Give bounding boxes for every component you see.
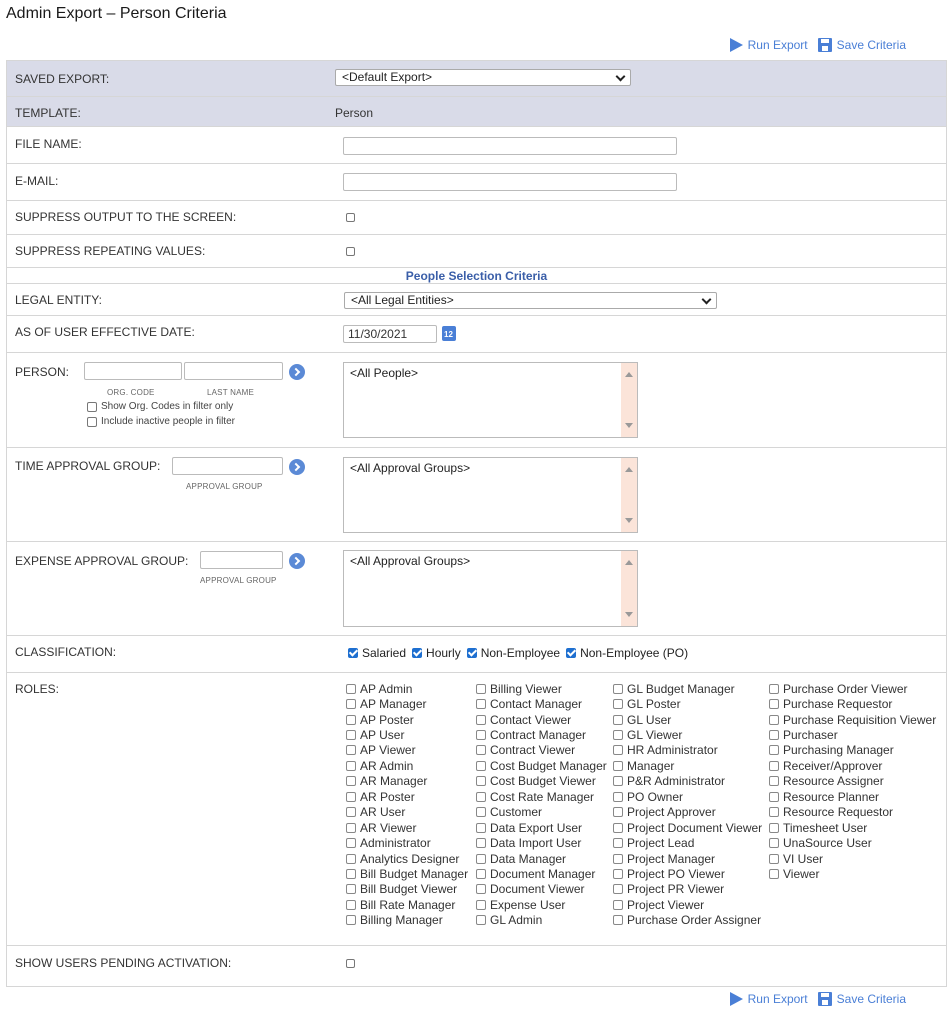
- role-option[interactable]: [346, 805, 468, 820]
- role-label: Bill Budget Manager: [360, 866, 469, 881]
- time-approval-input[interactable]: [172, 457, 283, 475]
- file-name-row: [7, 127, 946, 164]
- role-option[interactable]: [613, 681, 762, 696]
- role-option[interactable]: [346, 913, 468, 928]
- role-option[interactable]: [346, 851, 468, 866]
- role-checkbox[interactable]: [769, 745, 779, 755]
- role-option[interactable]: [613, 820, 762, 835]
- scroll-up-icon[interactable]: [625, 467, 633, 472]
- effective-date-label: AS OF USER EFFECTIVE DATE:: [15, 325, 195, 339]
- role-option[interactable]: [476, 897, 607, 912]
- effective-date-input[interactable]: 11/30/2021: [343, 325, 437, 343]
- role-checkbox[interactable]: [613, 915, 623, 925]
- role-checkbox[interactable]: [769, 807, 779, 817]
- role-option[interactable]: [476, 681, 607, 696]
- role-option[interactable]: [769, 696, 936, 711]
- role-label: Timesheet User: [783, 820, 868, 835]
- show-org-codes-label: Show Org. Codes in filter only: [101, 401, 234, 412]
- role-checkbox[interactable]: [769, 776, 779, 786]
- role-label: AP User: [360, 728, 405, 743]
- role-checkbox[interactable]: [769, 792, 779, 802]
- role-option[interactable]: [476, 789, 607, 804]
- role-option[interactable]: [613, 696, 762, 711]
- role-label: Project PO Viewer: [627, 866, 725, 881]
- person-row: [7, 353, 946, 448]
- saved-export-label: SAVED EXPORT:: [15, 72, 110, 86]
- email-input[interactable]: [343, 173, 677, 191]
- role-checkbox[interactable]: [769, 854, 779, 864]
- role-label: Bill Rate Manager: [360, 897, 456, 912]
- role-option[interactable]: [476, 727, 607, 742]
- role-label: Project Lead: [627, 836, 695, 851]
- role-label: AP Poster: [360, 712, 414, 727]
- person-label: PERSON:: [15, 365, 70, 379]
- role-option[interactable]: [346, 789, 468, 804]
- role-checkbox[interactable]: [346, 761, 356, 771]
- run-export-label: Run Export: [747, 992, 808, 1006]
- person-list-item[interactable]: <All People>: [350, 366, 419, 380]
- role-checkbox[interactable]: [613, 807, 623, 817]
- role-option[interactable]: [769, 681, 936, 696]
- show-org-codes-option[interactable]: [87, 401, 233, 412]
- org-code-caption: ORG. CODE: [107, 388, 155, 397]
- role-option[interactable]: [769, 866, 936, 881]
- time-approval-label: TIME APPROVAL GROUP:: [15, 459, 161, 473]
- role-checkbox[interactable]: [346, 854, 356, 864]
- role-option[interactable]: [613, 727, 762, 742]
- role-label: Cost Rate Manager: [490, 789, 595, 804]
- role-label: Purchase Requestor: [783, 697, 893, 712]
- role-option[interactable]: [346, 774, 468, 789]
- expense-approval-row: [7, 542, 946, 636]
- bottom-actions: [730, 991, 906, 1007]
- roles-column: [346, 681, 468, 928]
- email-label: E-MAIL:: [15, 174, 59, 188]
- role-label: AR Viewer: [360, 820, 417, 835]
- role-checkbox[interactable]: [346, 869, 356, 879]
- role-label: GL Poster: [627, 697, 681, 712]
- suppress-repeating-row: [7, 235, 946, 268]
- role-option[interactable]: [769, 727, 936, 742]
- role-option[interactable]: [476, 696, 607, 711]
- role-label: Data Export User: [490, 820, 583, 835]
- role-option[interactable]: [613, 743, 762, 758]
- role-option[interactable]: [769, 774, 936, 789]
- role-checkbox[interactable]: [613, 761, 623, 771]
- role-label: Purchaser: [783, 728, 838, 743]
- expense-approval-scrollbar[interactable]: [621, 551, 637, 626]
- role-checkbox[interactable]: [346, 838, 356, 848]
- saved-export-select[interactable]: [335, 69, 631, 86]
- scroll-down-icon[interactable]: [625, 612, 633, 617]
- role-option[interactable]: [613, 913, 762, 928]
- salaried-checkbox[interactable]: [348, 648, 358, 658]
- expense-approval-listbox[interactable]: [343, 550, 638, 627]
- role-checkbox[interactable]: [346, 807, 356, 817]
- role-option[interactable]: [613, 897, 762, 912]
- role-checkbox[interactable]: [613, 823, 623, 833]
- role-label: AP Admin: [360, 681, 413, 696]
- role-label: HR Administrator: [627, 743, 718, 758]
- scroll-down-icon[interactable]: [625, 518, 633, 523]
- role-option[interactable]: [476, 758, 607, 773]
- role-checkbox[interactable]: [613, 792, 623, 802]
- role-label: Purchase Order Assigner: [627, 913, 762, 928]
- effective-date-row: [7, 316, 946, 353]
- role-label: Receiver/Approver: [783, 758, 883, 773]
- role-option[interactable]: [346, 882, 468, 897]
- salaried-label: Salaried: [362, 646, 407, 660]
- last-name-caption: LAST NAME: [207, 388, 254, 397]
- save-criteria-button[interactable]: [818, 38, 906, 52]
- show-org-codes-checkbox[interactable]: [87, 402, 97, 412]
- save-criteria-label: Save Criteria: [836, 992, 906, 1006]
- saved-export-row: [7, 61, 946, 97]
- role-option[interactable]: [476, 882, 607, 897]
- calendar-icon[interactable]: [442, 326, 456, 341]
- person-go-icon[interactable]: [289, 364, 305, 380]
- role-label: Data Manager: [490, 851, 567, 866]
- role-label: Analytics Designer: [360, 851, 460, 866]
- role-option[interactable]: [769, 712, 936, 727]
- role-checkbox[interactable]: [476, 900, 486, 910]
- role-option[interactable]: [346, 866, 468, 881]
- role-label: Bill Budget Viewer: [360, 882, 458, 897]
- role-checkbox[interactable]: [769, 699, 779, 709]
- include-inactive-label: Include inactive people in filter: [101, 416, 235, 427]
- pending-activation-checkbox[interactable]: [346, 959, 355, 968]
- hourly-checkbox[interactable]: [412, 648, 422, 658]
- template-value: Person: [335, 106, 374, 120]
- expense-approval-caption: APPROVAL GROUP: [200, 576, 277, 585]
- role-checkbox[interactable]: [346, 792, 356, 802]
- saved-export-value: <Default Export>: [342, 70, 433, 84]
- role-checkbox[interactable]: [476, 745, 486, 755]
- chevron-down-icon: [616, 72, 626, 82]
- role-checkbox[interactable]: [769, 715, 779, 725]
- time-approval-scrollbar[interactable]: [621, 458, 637, 532]
- role-label: Project Manager: [627, 851, 716, 866]
- role-checkbox[interactable]: [769, 838, 779, 848]
- email-row: [7, 164, 946, 201]
- role-option[interactable]: [346, 696, 468, 711]
- role-option[interactable]: [476, 913, 607, 928]
- role-checkbox[interactable]: [476, 761, 486, 771]
- role-label: Project PR Viewer: [627, 882, 725, 897]
- role-checkbox[interactable]: [476, 884, 486, 894]
- role-label: P&R Administrator: [627, 774, 726, 789]
- role-option[interactable]: [613, 789, 762, 804]
- role-label: VI User: [783, 851, 824, 866]
- role-checkbox[interactable]: [476, 854, 486, 864]
- role-option[interactable]: [613, 758, 762, 773]
- role-checkbox[interactable]: [613, 884, 623, 894]
- expense-approval-label: EXPENSE APPROVAL GROUP:: [15, 554, 189, 568]
- time-approval-caption: APPROVAL GROUP: [186, 482, 263, 491]
- role-label: GL Admin: [490, 913, 543, 928]
- include-inactive-checkbox[interactable]: [87, 417, 97, 427]
- role-checkbox[interactable]: [476, 807, 486, 817]
- role-option[interactable]: [769, 851, 936, 866]
- role-label: Administrator: [360, 836, 431, 851]
- role-label: Purchasing Manager: [783, 743, 894, 758]
- hourly-label: Hourly: [426, 646, 461, 660]
- role-option[interactable]: [346, 897, 468, 912]
- roles-label: ROLES:: [15, 682, 60, 696]
- save-criteria-label: Save Criteria: [836, 38, 906, 52]
- play-icon: [730, 992, 743, 1006]
- role-label: Viewer: [783, 866, 820, 881]
- people-selection-title: People Selection Criteria: [405, 269, 548, 283]
- time-approval-go-icon[interactable]: [289, 459, 305, 475]
- role-checkbox[interactable]: [346, 715, 356, 725]
- role-option[interactable]: [769, 820, 936, 835]
- role-checkbox[interactable]: [346, 915, 356, 925]
- role-checkbox[interactable]: [769, 823, 779, 833]
- role-option[interactable]: [346, 712, 468, 727]
- role-checkbox[interactable]: [613, 776, 623, 786]
- role-checkbox[interactable]: [346, 730, 356, 740]
- role-label: Cost Budget Viewer: [490, 774, 596, 789]
- role-label: Cost Budget Manager: [490, 758, 607, 773]
- role-checkbox[interactable]: [613, 730, 623, 740]
- time-approval-row: [7, 448, 946, 542]
- person-listbox[interactable]: [343, 362, 638, 438]
- role-label: Contract Viewer: [490, 743, 576, 758]
- role-label: AR Manager: [360, 774, 428, 789]
- classification-options: [348, 646, 690, 660]
- time-approval-list-item[interactable]: <All Approval Groups>: [350, 461, 471, 475]
- role-checkbox[interactable]: [476, 792, 486, 802]
- run-export-button[interactable]: [730, 38, 808, 52]
- role-checkbox[interactable]: [769, 761, 779, 771]
- role-checkbox[interactable]: [476, 838, 486, 848]
- save-criteria-button[interactable]: [818, 992, 906, 1006]
- role-checkbox[interactable]: [613, 699, 623, 709]
- role-option[interactable]: [769, 835, 936, 850]
- role-checkbox[interactable]: [613, 715, 623, 725]
- expense-approval-list-item[interactable]: <All Approval Groups>: [350, 554, 471, 568]
- role-checkbox[interactable]: [769, 684, 779, 694]
- role-checkbox[interactable]: [476, 915, 486, 925]
- time-approval-listbox[interactable]: [343, 457, 638, 533]
- classification-row: [7, 636, 946, 673]
- role-option[interactable]: [346, 820, 468, 835]
- role-option[interactable]: [476, 851, 607, 866]
- role-label: Data Import User: [490, 836, 582, 851]
- role-checkbox[interactable]: [769, 730, 779, 740]
- role-label: Contact Manager: [490, 697, 583, 712]
- role-option[interactable]: [769, 743, 936, 758]
- role-option[interactable]: [769, 789, 936, 804]
- suppress-output-checkbox[interactable]: [346, 213, 355, 222]
- role-checkbox[interactable]: [346, 900, 356, 910]
- suppress-output-row: [7, 201, 946, 235]
- org-code-input[interactable]: [84, 362, 182, 380]
- run-export-button[interactable]: [730, 992, 808, 1006]
- page-title: Admin Export – Person Criteria: [6, 5, 227, 22]
- role-label: Document Manager: [490, 866, 596, 881]
- play-icon: [730, 38, 743, 52]
- last-name-input[interactable]: [184, 362, 283, 380]
- role-label: Manager: [627, 758, 675, 773]
- template-row: [7, 97, 946, 127]
- file-name-label: FILE NAME:: [15, 137, 82, 151]
- criteria-panel: [6, 60, 947, 987]
- scroll-down-icon[interactable]: [625, 423, 633, 428]
- chevron-down-icon: [702, 295, 712, 305]
- classification-label: CLASSIFICATION:: [15, 645, 117, 659]
- save-disk-icon: [818, 992, 832, 1006]
- roles-column: [476, 681, 607, 928]
- role-option[interactable]: [346, 835, 468, 850]
- role-option[interactable]: [476, 820, 607, 835]
- expense-approval-go-icon[interactable]: [289, 553, 305, 569]
- person-scrollbar[interactable]: [621, 363, 637, 437]
- include-inactive-option[interactable]: [87, 416, 235, 427]
- role-checkbox[interactable]: [613, 838, 623, 848]
- role-option[interactable]: [346, 743, 468, 758]
- role-checkbox[interactable]: [476, 823, 486, 833]
- role-checkbox[interactable]: [346, 684, 356, 694]
- role-option[interactable]: [346, 758, 468, 773]
- role-checkbox[interactable]: [476, 869, 486, 879]
- role-label: GL Viewer: [627, 728, 683, 743]
- role-label: Contact Viewer: [490, 712, 572, 727]
- scroll-up-icon[interactable]: [625, 372, 633, 377]
- role-checkbox[interactable]: [613, 900, 623, 910]
- role-option[interactable]: [346, 727, 468, 742]
- role-label: Contract Manager: [490, 728, 587, 743]
- role-option[interactable]: [476, 866, 607, 881]
- role-checkbox[interactable]: [476, 684, 486, 694]
- role-option[interactable]: [476, 712, 607, 727]
- non-employee-label: Non-Employee: [480, 646, 561, 660]
- role-label: Document Viewer: [490, 882, 585, 897]
- role-label: Project Document Viewer: [627, 820, 763, 835]
- role-checkbox[interactable]: [769, 869, 779, 879]
- role-label: Billing Manager: [360, 913, 443, 928]
- role-label: PO Owner: [627, 789, 684, 804]
- role-label: AR User: [360, 805, 406, 820]
- role-label: GL User: [627, 712, 672, 727]
- non-employee-po-label: Non-Employee (PO): [580, 646, 689, 660]
- run-export-label: Run Export: [747, 38, 808, 52]
- role-label: Resource Assigner: [783, 774, 884, 789]
- role-checkbox[interactable]: [346, 745, 356, 755]
- non-employee-po-checkbox[interactable]: [566, 648, 576, 658]
- legal-entity-value: <All Legal Entities>: [351, 293, 454, 307]
- pending-activation-row: [7, 946, 946, 986]
- role-label: UnaSource User: [783, 836, 872, 851]
- suppress-output-label: SUPPRESS OUTPUT TO THE SCREEN:: [15, 210, 237, 224]
- role-label: Expense User: [490, 897, 566, 912]
- roles-column: [769, 681, 936, 882]
- role-option[interactable]: [613, 805, 762, 820]
- role-option[interactable]: [476, 774, 607, 789]
- roles-column: [613, 681, 762, 928]
- role-checkbox[interactable]: [346, 699, 356, 709]
- role-checkbox[interactable]: [613, 684, 623, 694]
- legal-entity-select[interactable]: [344, 292, 717, 309]
- role-label: AR Poster: [360, 789, 415, 804]
- role-label: AP Viewer: [360, 743, 416, 758]
- role-checkbox[interactable]: [476, 776, 486, 786]
- non-employee-checkbox[interactable]: [467, 648, 477, 658]
- role-label: AP Manager: [360, 697, 427, 712]
- expense-approval-input[interactable]: [200, 551, 283, 569]
- role-checkbox[interactable]: [346, 823, 356, 833]
- role-option[interactable]: [769, 758, 936, 773]
- file-name-input[interactable]: [343, 137, 677, 155]
- role-label: Purchase Order Viewer: [783, 681, 908, 696]
- role-checkbox[interactable]: [476, 699, 486, 709]
- role-option[interactable]: [613, 851, 762, 866]
- role-label: Resource Planner: [783, 789, 880, 804]
- role-option[interactable]: [769, 805, 936, 820]
- role-option[interactable]: [613, 866, 762, 881]
- role-option[interactable]: [613, 882, 762, 897]
- role-checkbox[interactable]: [613, 869, 623, 879]
- template-label: TEMPLATE:: [15, 106, 81, 120]
- role-option[interactable]: [476, 805, 607, 820]
- pending-activation-label: SHOW USERS PENDING ACTIVATION:: [15, 956, 232, 970]
- suppress-repeating-label: SUPPRESS REPEATING VALUES:: [15, 244, 206, 258]
- role-label: Resource Requestor: [783, 805, 894, 820]
- role-checkbox[interactable]: [613, 745, 623, 755]
- role-checkbox[interactable]: [476, 715, 486, 725]
- role-label: Project Viewer: [627, 897, 705, 912]
- top-actions: [730, 37, 906, 53]
- role-checkbox[interactable]: [346, 884, 356, 894]
- scroll-up-icon[interactable]: [625, 560, 633, 565]
- role-checkbox[interactable]: [346, 776, 356, 786]
- role-label: Project Approver: [627, 805, 716, 820]
- role-label: Billing Viewer: [490, 681, 562, 696]
- section-title-row: [7, 268, 946, 284]
- role-option[interactable]: [346, 681, 468, 696]
- save-disk-icon: [818, 38, 832, 52]
- role-option[interactable]: [476, 743, 607, 758]
- role-label: Customer: [490, 805, 543, 820]
- role-checkbox[interactable]: [476, 730, 486, 740]
- legal-entity-row: [7, 284, 946, 316]
- suppress-repeating-checkbox[interactable]: [346, 247, 355, 256]
- role-option[interactable]: [613, 774, 762, 789]
- roles-row: [7, 673, 946, 946]
- role-label: AR Admin: [360, 758, 414, 773]
- legal-entity-label: LEGAL ENTITY:: [15, 293, 102, 307]
- role-label: Purchase Requisition Viewer: [783, 712, 937, 727]
- role-option[interactable]: [613, 712, 762, 727]
- role-option[interactable]: [476, 835, 607, 850]
- role-label: GL Budget Manager: [627, 681, 735, 696]
- role-option[interactable]: [613, 835, 762, 850]
- role-checkbox[interactable]: [613, 854, 623, 864]
